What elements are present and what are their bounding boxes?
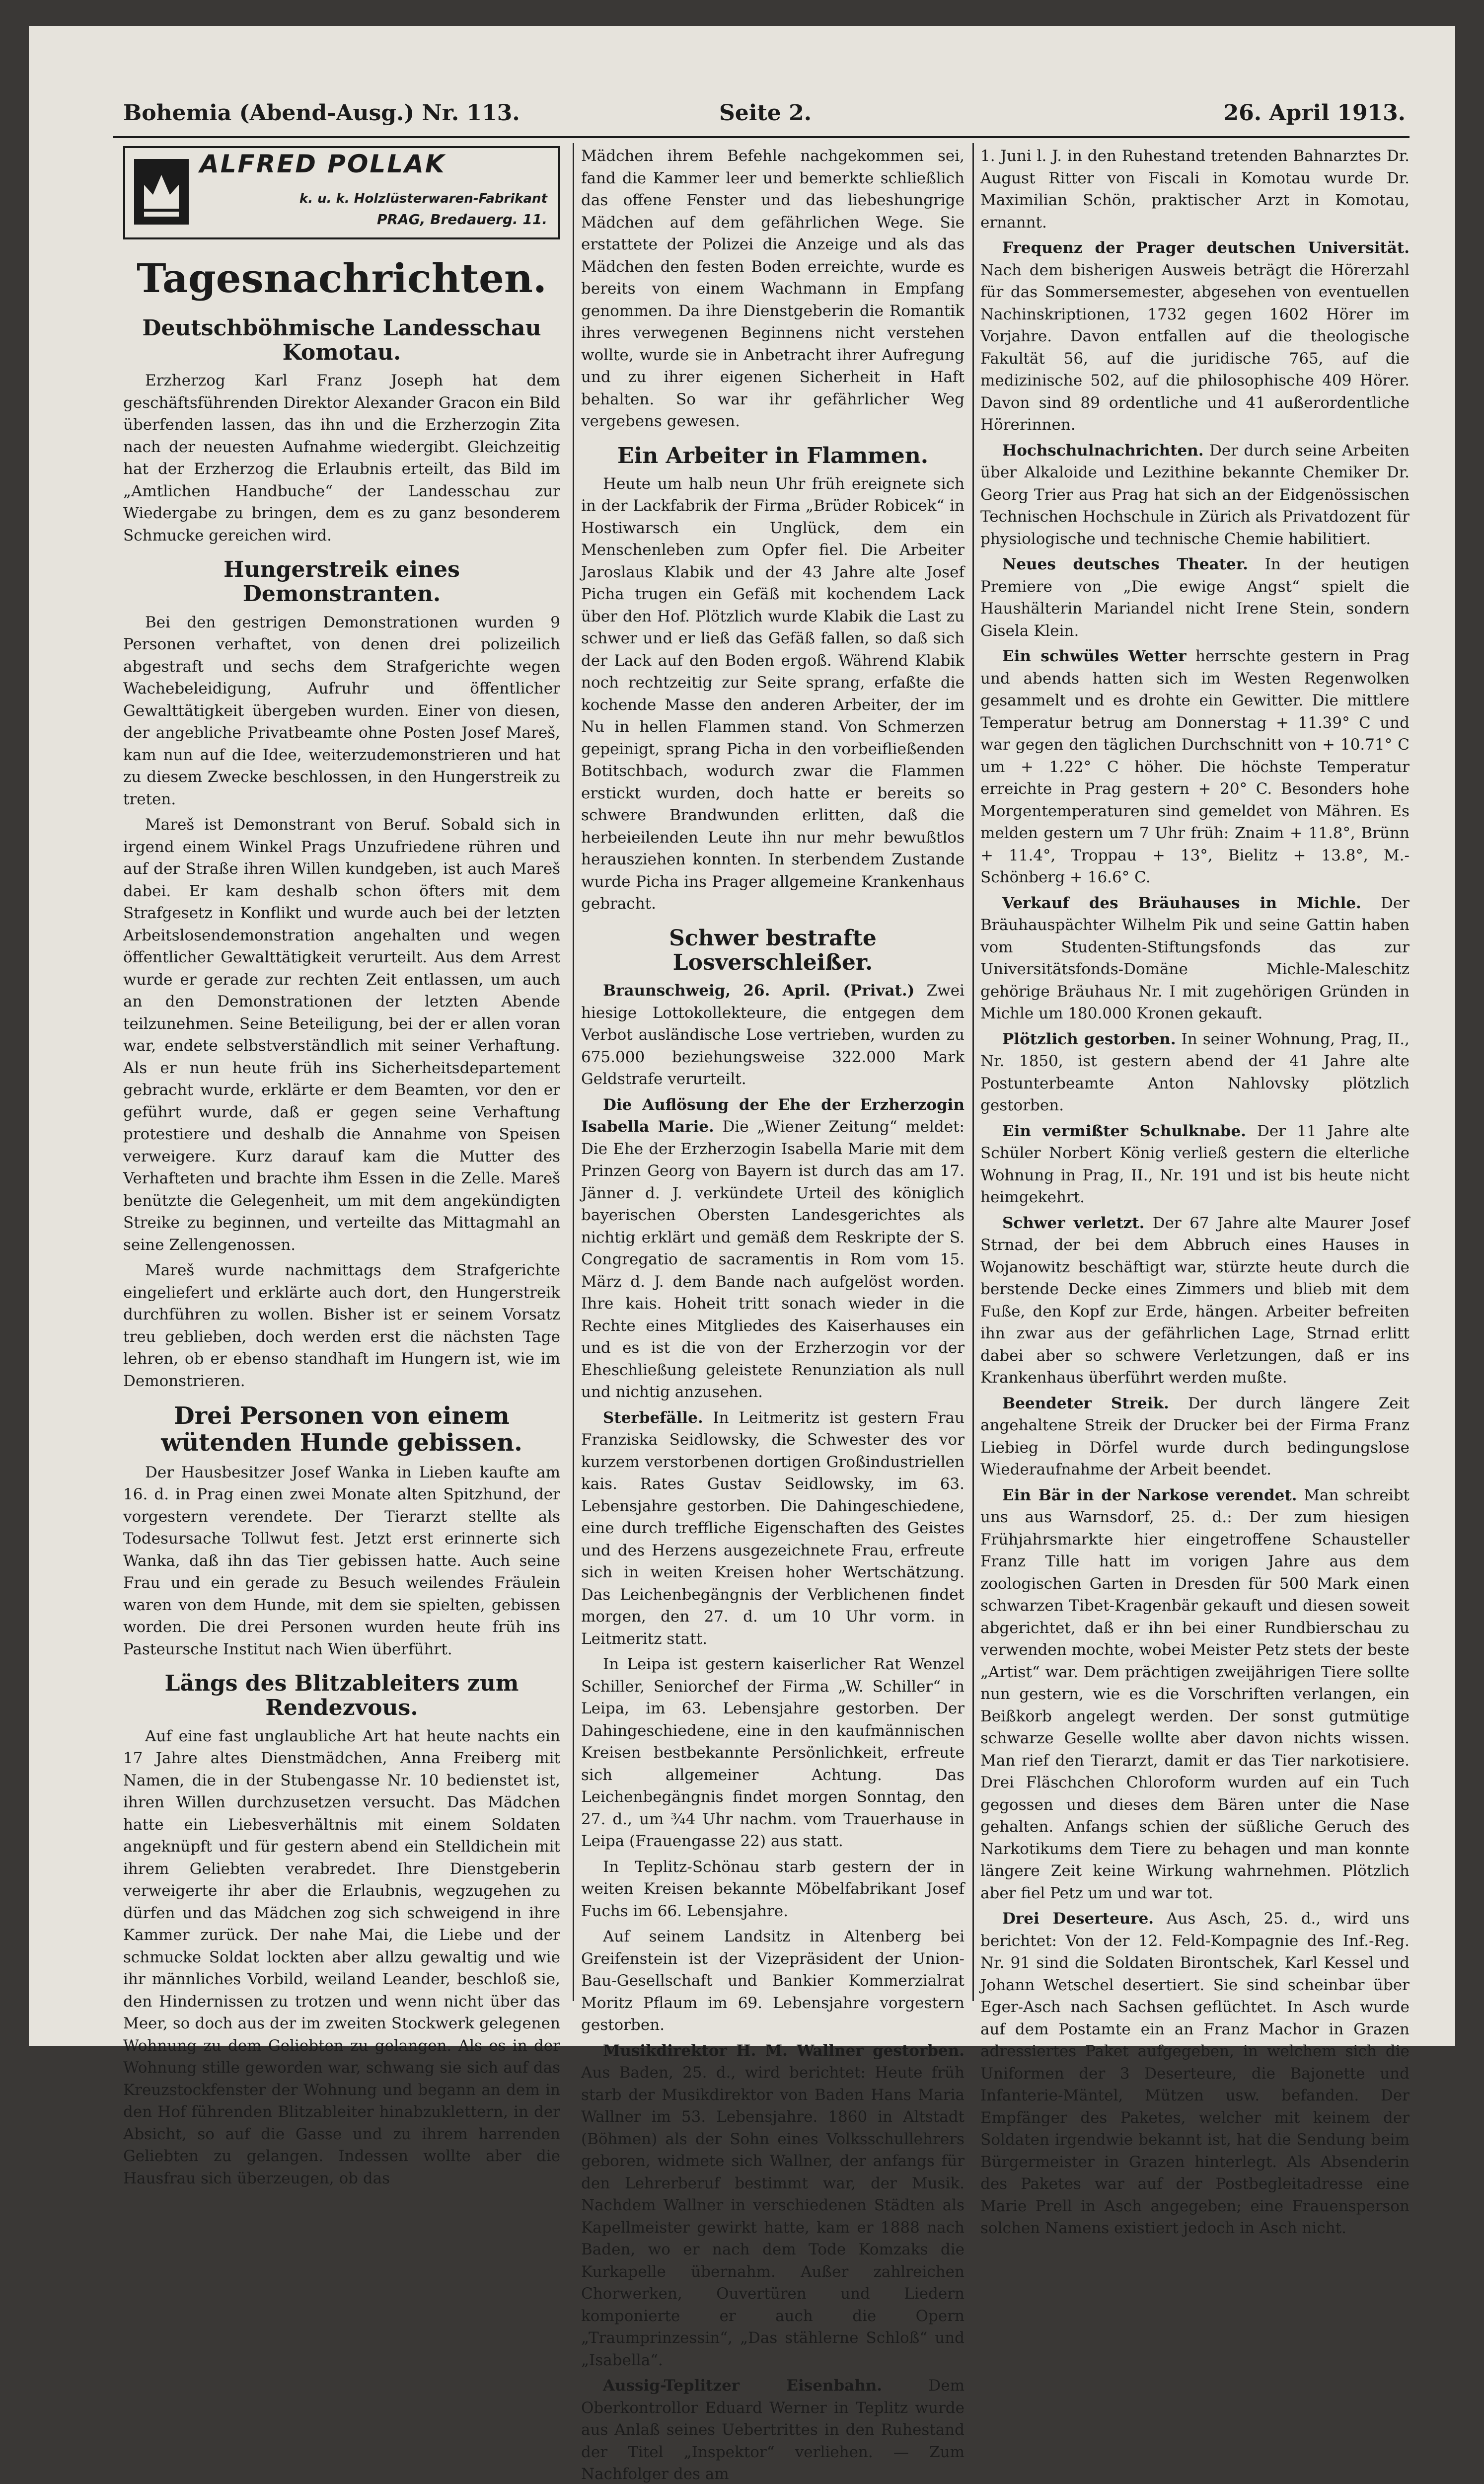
article-paragraph: Die Auflösung der Ehe der Erzherzogin Isabella Marie. Die „Wiener Zeitung“ meldet: Die Ehe der Erzherzogin Isabella Marie mit dem Prinzen Georg von Bayern ist durch das am 17. Jänner d. J. verkündete Urteil des königlich bayerischen Obersten Landesgerichtes als nichtig erklärt und gemäß dem Reskripte der S. Congregatio de sacramentis in Rom vom 15. März d. J. dem Bande nach aufgelöst worden. Ihre kais. Hoheit tritt sonach wieder in die Rechte eines Mitgliedes des Kaiserhauses ein und es ist die von der Erzherzogin vor der Eheschließung geleistete Renunziation als null und nichtig anzusehen. — [581, 1095, 965, 1401]
article-paragraph: Beendeter Streik. Der durch längere Zeit angehaltene Streik der Drucker bei der Firma Franz Liebieg in Dörfel wurde durch bedingungslose Wiederaufnahme der Arbeit beendet. — [980, 1394, 1410, 1478]
run-in-heading: Ein Bär in der Narkose verendet. — [1002, 1486, 1297, 1504]
column-2 — [581, 145, 965, 2484]
article-paragraph: Musikdirektor H. M. Wallner gestorben. Aus Baden, 25. d., wird berichtet: Heute früh starb der Musikdirektor von Baden Hans Maria Wallner im 53. Lebensjahre. 1860 in Altstadt (Böhmen) als der Sohn eines Volksschullehrers geboren, widmete sich Wallner, der anfangs für den Lehrerberuf bestimmt war, der Musik. Nachdem Wallner in verschiedenen Städten als Kapellmeister gewirkt hatte, kam er 1888 nach Baden, wo er nach dem Tode Komzaks die Kurkapelle übernahm. Außer zahlreichen Chorwerken, Ouvertüren und Liedern komponierte er auch die Opern „Traumprinzessin“, „Das stählerne Schloß“ und „Isabella“. — [581, 2041, 965, 2369]
article-paragraph: Neues deutsches Theater. In der heutigen Premiere von „Die ewige Angst“ spielt die Haushälterin Mariandel nicht Irene Stein, sondern Gisela Klein. — [980, 555, 1410, 640]
article-headline: Deutschböhmische Landesschau Komotau. — [142, 315, 541, 365]
article-paragraph: Erzherzog Karl Franz Joseph hat dem geschäftsführenden Direktor Alexander Gracon ein Bild überfenden lassen, das ihn und die Erzherzogin Zita nach der neuesten Aufnahme wiedergibt. Gleichzeitig hat der Erzherzog die Erlaubnis erteilt, das Bild im „Amtlichen Handbuche“ der Landesschau zur Wiedergabe zu bringen, dem es zu ganz besonderem Schmucke gereichen wird. — [123, 372, 560, 544]
header-rule — [113, 136, 1410, 138]
article-paragraph: Sterbefälle. In Leitmeritz ist gestern Frau Franziska Seidlowsky, die Schwester des vor kurzem verstorbenen dortigen Großindustriellen kais. Rates Gustav Seidlowsky, im 63. Lebensjahre gestorben. Die Dahingeschiedene, eine durch treffliche Eigenschaften des Geistes und des Herzens ausgezeichnete Frau, erfreute sich in weiten Kreisen hoher Wertschätzung. Das Leichenbegängnis der Verblichenen findet morgen, den 27. d. um 10 Uhr vorm. in Leitmeritz statt. — [581, 1408, 965, 1648]
article-paragraph: Plötzlich gestorben. In seiner Wohnung, Prag, II., Nr. 1850, ist gestern abend der 41 Jahre alte Postunterbeamte Anton Nahlovsky plötzlich gestorben. — [980, 1030, 1410, 1114]
run-in-heading: Ein vermißter Schulknabe. — [1002, 1122, 1246, 1140]
article-headline: Drei Personen von einem wütenden Hunde gebissen. — [161, 1402, 522, 1457]
column-3 — [980, 145, 1410, 2243]
article-paragraph: 1. Juni l. J. in den Ruhestand tretenden Bahnarztes Dr. August Ritter von Fiscali in Komotau wurde Dr. Maximilian Schön, praktischer Arzt in Komotau, ernannt. — [980, 147, 1410, 232]
ad-company-title: k. u. k. Holzlüsterwaren-Fabrikant — [299, 191, 547, 206]
article-paragraph: Ein Bär in der Narkose verendet. Man schreibt uns aus Warnsdorf, 25. d.: Der zum hiesigen Frühjahrsmarkte hier eingetroffene Schausteller Franz Tille hatt im vorigen Jahre aus dem zoologischen Garten in Dresden für 500 Mark einen schwarzen Tibet-Kragenbär gekauft und diesen soweit abgerichtet, daß er ihn bei einer Rundbierschau zu verwenden mochte, wobei Meister Petz stets der beste „Artist“ war. Dem prächtigen zweijährigen Tiere sollte nun gestern, wie es die Vorschriften verlangen, ein Beißkorb angelegt werden. Der sonst gutmütige schwarze Geselle wollte aber davon nichts wissen. Man rief den Tierarzt, damit er das Tier narkotisiere. Drei Fläschchen Chloroform wurden auf ein Tuch gegossen und dieses dem Bären unter die Nase gehalten. Anfangs schien der süßliche Geruch des Narkotikums dem Tiere zu behagen und man konnte längere Zeit keine Wirkung wahrnehmen. Plötzlich aber fiel Petz um und war tot. — [980, 1486, 1410, 1902]
article-paragraph: Bei den gestrigen Demonstrationen wurden 9 Personen verhaftet, von denen drei polizeilich abgestraft und sechs dem Strafgerichte wegen Wachebeleidigung, Aufruhr und öffentlicher Gewalttätigkeit übergeben wurden. Einer von diesen, der angebliche Privatbeamte ohne Posten Josef Mareš, kam nun auf die Idee, weiterzudemonstrieren und hat zu diesem Zwecke beschlossen, in den Hungerstreik zu treten. — [123, 613, 560, 808]
run-in-heading: Ein schwüles Wetter — [1002, 647, 1187, 665]
crown-logo-icon — [132, 157, 191, 227]
article-paragraph: Braunschweig, 26. April. (Privat.) Zwei hiesige Lottokollekteure, die entgegen dem Verbot ausländische Lose vertrieben, wurden zu 675.000 beziehungsweise 322.000 Mark Geldstrafe verurteilt. — [581, 982, 965, 1088]
newspaper-page — [29, 26, 1455, 2484]
article-paragraph: Frequenz der Prager deutschen Universität. Nach dem bisherigen Ausweis beträgt die Hörerzahl für das Sommersemester, abgesehen von eventuellen Nachinskriptionen, 1732 gegen 1602 Hörer im Vorjahre. Davon entfallen auf die theologische Fakultät 56, auf die juridische 765, auf die medizinische 502, auf die philosophische 409 Hörer. Davon sind 89 ordentliche und 41 außerordentliche Hörerinnen. — [980, 239, 1410, 434]
column-rule-1 — [573, 143, 574, 2001]
run-in-heading: Plötzlich gestorben. — [1002, 1030, 1176, 1048]
run-in-heading: Hochschulnachrichten. — [1002, 441, 1204, 460]
run-in-heading: Neues deutsches Theater. — [1002, 555, 1248, 573]
column-rule-2 — [972, 143, 974, 2001]
article-paragraph: In Leipa ist gestern kaiserlicher Rat Wenzel Schiller, Seniorchef der Firma „W. Schiller“ in Leipa, im 63. Lebensjahre gestorben. Der Dahingeschiedene, eine in den kaufmännischen Kreisen bestbekannte Persönlichkeit, erfreute sich allgemeiner Achtung. Das Leichenbegängnis findet morgen Sonntag, den 27. d., um ¾4 Uhr nachm. vom Trauerhause in Leipa (Frauengasse 22) aus statt. — [581, 1655, 965, 1851]
run-in-heading: Frequenz der Prager deutschen Universität. — [1002, 239, 1410, 257]
advertisement-box — [123, 146, 560, 239]
article-paragraph: Ein vermißter Schulknabe. Der 11 Jahre alte Schüler Norbert König verließ gestern die elterliche Wohnung in Prag, II., Nr. 191 und ist bis heute nicht heimgekehrt. — [980, 1122, 1410, 1206]
ad-company-address: PRAG, Bredauerg. 11. — [377, 211, 547, 228]
column-1 — [123, 145, 560, 2193]
run-in-heading: Aussig-Teplitzer Eisenbahn. — [603, 2377, 883, 2395]
run-in-heading: Die Auflösung der Ehe der Erzherzogin Isabella Marie. — [581, 1095, 965, 1136]
run-in-heading: Beendeter Streik. — [1002, 1394, 1169, 1412]
article-paragraph: Auf eine fast unglaubliche Art hat heute nachts ein 17 Jahre altes Dienstmädchen, Anna Freiberg mit Namen, die in der Stubengasse Nr. 10 bedienstet ist, ihren Willen durchzusetzen versucht. Das Mädchen hatte ein Liebesverhältnis mit einem Soldaten angeknüpft und für gestern abend ein Stelldichein mit ihrem Geliebten verabredet. Ihre Dienstgeberin verweigerte ihr aber die Erlaubnis, wegzugehen zu dürfen und das Mädchen zog sich schweigend in ihre Kammer zurück. Der nahe Mai, die Liebe und der schmucke Soldat lockten aber allzu gewaltig und wie ihr männliches Vorbild, weiland Leander, beschloß sie, den Hindernissen zu trotzen und wenn nicht über das Meer, so doch aus der im zweiten Stockwerk gelegenen Wohnung zu dem Geliebten zu gelangen. Als es in der Wohnung stille geworden war, schwang sie sich auf das Kreuzstockfenster der Wohnung und begann an dem in den Hof führenden Blitzableiter hinabzuklettern, in der Absicht, so auf die Gasse und zu ihrem harrenden Geliebten zu gelangen. Indessen wollte aber die Hausfrau sich überzeugen, ob das — [123, 1727, 560, 2187]
run-in-heading: Sterbefälle. — [603, 1408, 703, 1427]
issue-date: 26. April 1913. — [1223, 100, 1406, 126]
article-paragraph: Der Hausbesitzer Josef Wanka in Lieben kaufte am 16. d. in Prag einen zwei Monate alten Spitzhund, der vorgestern verendete. Der Tierarzt stellte als Todesursache Tollwut fest. Jetzt erst erinnerte sich Wanka, daß ihn das Tier gebissen hatte. Auch seine Frau und ein gerade zu Besuch weilendes Fräulein waren von dem Hunde, mit dem sie spielten, gebissen worden. Die drei Personen wurden heute früh ins Pasteursche Institut nach Wien überführt. — [123, 1463, 560, 1658]
article-paragraph: Hochschulnachrichten. Der durch seine Arbeiten über Alkaloide und Lezithine bekannte Chemiker Dr. Georg Trier aus Prag hat sich an der Eidgenössischen Technischen Hochschule in Zürich als Privatdozent für physiologische und technische Chemie habilitiert. — [980, 441, 1410, 548]
run-in-heading: Schwer verletzt. — [1002, 1214, 1145, 1232]
article-paragraph: Schwer verletzt. Der 67 Jahre alte Maurer Josef Strnad, der bei dem Abbruch eines Hauses in Wojanowitz beschäftigt war, stürzte heute durch die berstende Decke eines Zimmers und blieb mit dem Fuße, den Kopf zur Erde, hängen. Arbeiter befreiten ihn zwar aus der gefährlichen Lage, Strnad erlitt dabei aber so schwere Verletzungen, daß er ins Krankenhaus überführt werden mußte. — [980, 1214, 1410, 1387]
article-paragraph: Auf seinem Landsitz in Altenberg bei Greifenstein ist der Vizepräsident der Union-Bau-Gesellschaft und Bankier Kommerzialrat Moritz Pflaum im 69. Lebensjahre vorgestern gestorben. — [581, 1928, 965, 2034]
article-headline: Schwer bestrafte Losverschleißer. — [669, 925, 877, 976]
masthead-issue: Bohemia (Abend-Ausg.) Nr. 113. — [123, 100, 520, 126]
article-headline: Hungerstreik eines Demonstranten. — [223, 557, 460, 607]
article-headline: Ein Arbeiter in Flammen. — [617, 443, 929, 468]
page-number: Seite 2. — [719, 100, 812, 126]
article-paragraph: In Teplitz-Schönau starb gestern der in weiten Kreisen bekannte Möbelfabrikant Josef Fuchs im 66. Lebensjahre. — [581, 1858, 965, 1920]
section-title: Tagesnachrichten. — [137, 255, 547, 302]
article-paragraph: Ein schwüles Wetter herrschte gestern in Prag und abends hatten sich im Westen Regenwolken gesammelt und es drohte ein Gewitter. Die mittlere Temperatur betrug am Donnerstag + 11.39° C und war gegen den täglichen Durchschnitt von + 10.71° C um + 1.22° C höher. Die höchste Temperatur erreichte in Prag gestern + 20° C. Besonders hohe Morgentemperaturen sind gemeldet von Mähren. Es melden gestern um 7 Uhr früh: Znaim + 11.8°, Brünn + 11.4°, Troppau + 13°, Bielitz + 13.8°, M.-Schönberg + 16.6° C. — [980, 647, 1410, 886]
ad-company-name: ALFRED POLLAK — [200, 150, 446, 178]
article-paragraph: Mareš wurde nachmittags dem Strafgerichte eingeliefert und erklärte auch dort, den Hungerstreik durchführen zu wollen. Bisher ist er seinem Vorsatz treu geblieben, doch werden erst die nächsten Tage lehren, ob er ebenso standhaft im Hungern ist, wie im Demonstrieren. — [123, 1261, 560, 1390]
article-paragraph: Drei Deserteure. Aus Asch, 25. d., wird uns berichtet: Von der 12. Feld-Kompagnie des Inf.-Reg. Nr. 91 sind die Soldaten Birontschek, Karl Kessel und Johann Wetschel desertiert. Sie sind scheinbar über Eger-Asch nach Sachsen geflüchtet. In Asch wurde auf dem Postamte ein an Franz Machor in Grazen adressiertes Paket aufgegeben, in welchem sich die Uniformen der 3 Deserteure, die Bajonette und Infanterie-Mäntel, Mützen usw. befanden. Der Empfänger des Paketes, welcher mit keinem der Soldaten irgendwie bekannt ist, hat die Sendung beim Bürgermeister in Grazen hinterlegt. Als Absenderin des Paketes war auf der Postbegleitadresse eine Marie Prell in Asch angegeben; eine Frauensperson solchen Namens existiert jedoch in Asch nicht. — [980, 1910, 1410, 2237]
article-paragraph: Mareš ist Demonstrant von Beruf. Sobald sich in irgend einem Winkel Prags Unzufriedene rühren und auf der Straße ihren Willen kundgeben, ist auch Mareš dabei. Er kam deshalb schon öfters mit dem Strafgesetz in Konflikt und wurde auch bei der letzten Arbeitslosendemonstration angehalten und wegen öffentlicher Gewalttätigkeit verurteilt. Aus dem Arrest wurde er gerade zur rechten Zeit entlassen, um auch an den Demonstrationen der letzten Abende teilzunehmen. Seine Beteiligung, bei der er allen voran war, endete selbstverständlich mit seiner Verhaftung. Als er nun heute früh ins Sicherheitsdepartement gebracht wurde, erklärte er dem Beamten, vor den er geführt wurde, daß er gegen seine Verhaftung protestiere und deshalb die Annahme von Speisen verweigere. Kurz darauf kam die Mutter des Verhafteten und brachte ihm Essen in die Zelle. Mareš benützte die Gelegenheit, um mit dem angekündigten Streike zu beginnen, und verteilte das Mittagmahl an seine Zellengenossen. — [123, 816, 560, 1254]
article-paragraph: Aussig-Teplitzer Eisenbahn. Dem Oberkontrollor Eduard Werner in Teplitz wurde aus Anlaß seines Uebertrittes in den Ruhestand der Titel „Inspektor“ verliehen. — Zum Nachfolger des am — [581, 2377, 965, 2484]
article-headline: Längs des Blitzableiters zum Rendezvous. — [164, 1671, 519, 1721]
dateline: Braunschweig, 26. April. (Privat.) — [603, 982, 915, 1000]
article-paragraph: Heute um halb neun Uhr früh ereignete sich in der Lackfabrik der Firma „Brüder Robicek“ in Hostiwarsch ein Unglück, dem ein Menschenleben zum Opfer fiel. Die Arbeiter Jaroslaus Klabik und der 43 Jahre alte Josef Picha trugen ein Gefäß mit kochendem Lack über den Hof. Plötzlich wurde Klabik die Last zu schwer und er ließ das Gefäß fallen, so daß sich der Lack auf den Boden ergoß. Während Klabik noch rechtzeitig zur Seite sprang, erfaßte die kochende Masse den anderen Arbeiter, der im Nu in hellen Flammen stand. Von Schmerzen gepeinigt, sprang Picha in den vorbeifließenden Botitschbach, wodurch zwar die Flammen erstickt wurden, doch hatte er bereits so schwere Brandwunden erlitten, daß die herbeieilenden Leute ihn nur mehr bewußtlos herausziehen konnten. In sterbendem Zustande wurde Picha ins Prager allgemeine Krankenhaus gebracht. — [581, 474, 965, 913]
run-in-heading: Verkauf des Bräuhauses in Michle. — [1002, 894, 1361, 912]
run-in-heading: Drei Deserteure. — [1002, 1910, 1154, 1928]
article-paragraph: Mädchen ihrem Befehle nachgekommen sei, fand die Kammer leer und bemerkte schließlich das offene Fenster und das liebeshungrige Mädchen auf dem gefährlichen Wege. Sie erstattete der Polizei die Anzeige und als das Mädchen den festen Boden erreichte, wurde es bereits von einem Wachmann in Empfang genommen. Da ihre Dienstgeberin die Romantik ihres verwegenen Beginnens nicht verstehen wollte, wurde sie in Anbetracht ihrer Aufregung und zu ihrer eigenen Sicherheit in Haft behalten. So war ihr gefährlicher Weg vergebens gewesen. — [581, 147, 965, 430]
article-paragraph: Verkauf des Bräuhauses in Michle. Der Bräuhauspächter Wilhelm Pik und seine Gattin haben vom Studenten-Stiftungsfonds das zur Universitätsfonds-Domäne Michle-Maleschitz gehörige Bräuhaus Nr. I mit zugehörigen Gründen in Michle um 180.000 Kronen gekauft. — [980, 894, 1410, 1022]
run-in-heading: Musikdirektor H. M. Wallner gestorben. — [603, 2041, 965, 2060]
